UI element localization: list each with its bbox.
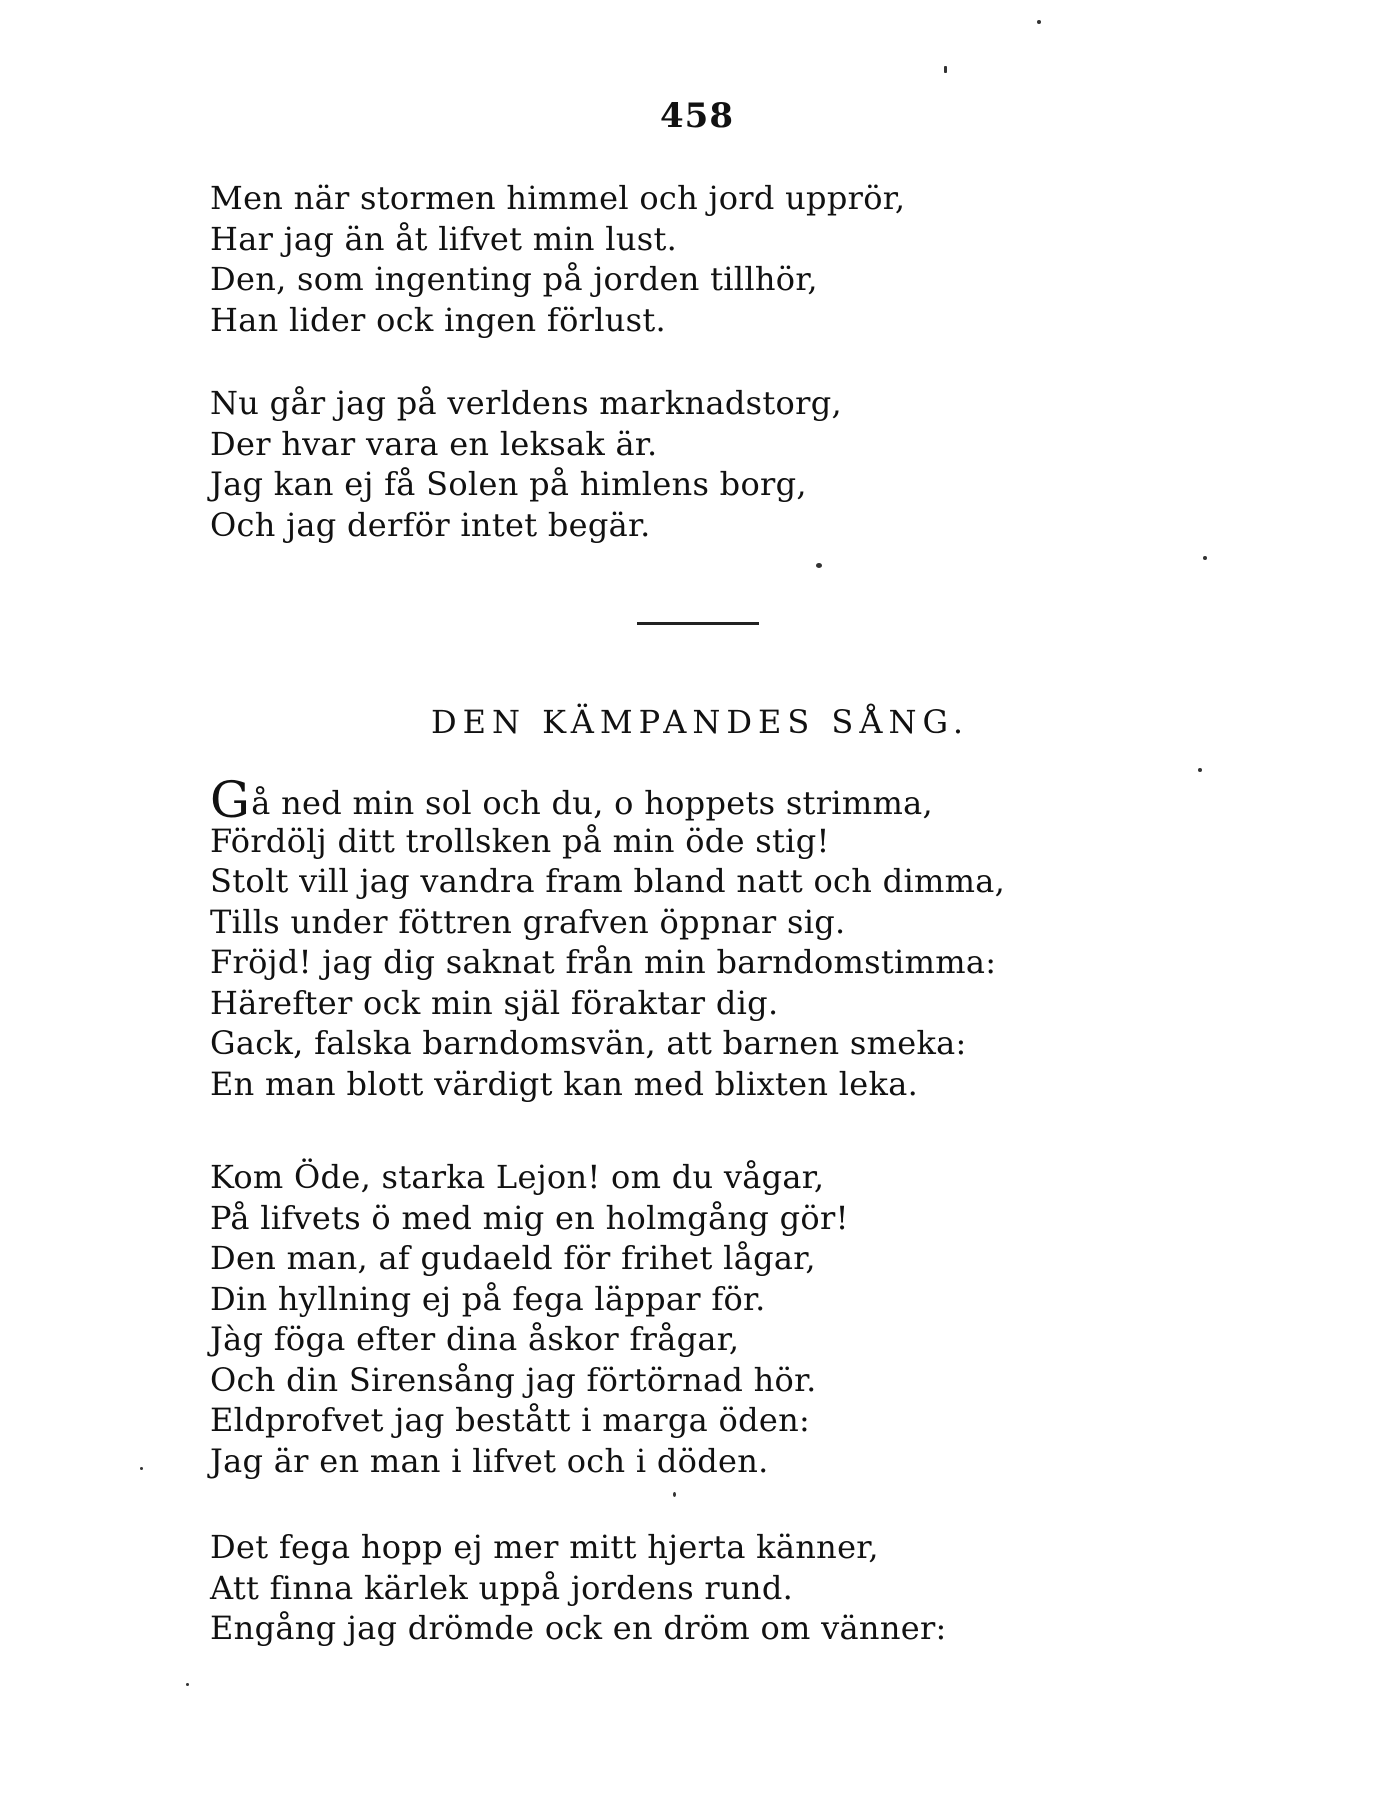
- page-number: 458: [660, 96, 734, 136]
- verse-line: Jàg föga efter dina åskor frågar,: [210, 1320, 740, 1358]
- scan-speck: [186, 1683, 189, 1686]
- verse-line: Gack, falska barndomsvän, att barnen smeka:: [210, 1024, 967, 1062]
- previous-poem-stanza-1: [210, 178, 905, 340]
- scan-speck: [1037, 20, 1041, 24]
- verse-line: En man blott värdigt kan med blixten leka.: [210, 1064, 919, 1103]
- verse-line: Der hvar vara en leksak är.: [210, 424, 658, 463]
- verse-line: Den, som ingenting på jorden tillhör,: [210, 260, 818, 298]
- scan-speck: [816, 563, 822, 568]
- verse-line: Att finna kärlek uppå jordens rund.: [210, 1568, 794, 1607]
- verse-line: Det fega hopp ej mer mitt hjerta känner,: [210, 1528, 879, 1566]
- verse-line-first: [210, 771, 1005, 829]
- verse-line: Härefter ock min själ föraktar dig.: [210, 983, 779, 1022]
- verse-line: Din hyllning ej på fega läppar för.: [210, 1279, 766, 1318]
- verse-line: Stolt vill jag vandra fram bland natt och dimma,: [210, 862, 1006, 900]
- section-divider: [637, 622, 759, 625]
- verse-line: På lifvets ö med mig en holmgång gör!: [210, 1198, 849, 1237]
- scan-speck: [1198, 768, 1202, 772]
- drop-cap: G: [210, 771, 251, 829]
- verse-line-rest: å ned min sol och du, o hoppets strimma,: [251, 784, 933, 822]
- verse-line: Eldprofvet jag bestått i marga öden:: [210, 1401, 811, 1439]
- verse-line: Engång jag drömde ock en dröm om vänner:: [210, 1609, 947, 1647]
- verse-line: Den man, af gudaeld för frihet lågar,: [210, 1239, 816, 1277]
- verse-line: Har jag än åt lifvet min lust.: [210, 219, 678, 258]
- verse-line: Fördölj ditt trollsken på min öde stig!: [210, 821, 830, 860]
- poem-stanza-2: [210, 1157, 849, 1481]
- verse-line: Men när stormen himmel och jord upprör,: [210, 179, 906, 217]
- poem-stanza-3: [210, 1527, 947, 1649]
- verse-line: Fröjd! jag dig saknat från min barndomstimma:: [210, 943, 997, 981]
- scan-speck: [673, 1492, 676, 1497]
- verse-line: Kom Öde, starka Lejon! om du vågar,: [210, 1158, 825, 1196]
- poem-title: DEN KÄMPANDES SÅNG.: [430, 703, 970, 741]
- verse-line: Och din Sirensång jag förtörnad hör.: [210, 1360, 817, 1399]
- verse-line: Och jag derför intet begär.: [210, 505, 651, 544]
- verse-line: Jag är en man i lifvet och i döden.: [210, 1441, 769, 1480]
- poem-stanza-1: [210, 771, 1006, 1104]
- scan-speck: [140, 1467, 143, 1470]
- verse-line: Tills under föttren grafven öppnar sig.: [210, 902, 846, 941]
- previous-poem-stanza-2: [210, 383, 842, 545]
- verse-line: Han lider ock ingen förlust.: [210, 300, 667, 339]
- verse-line: Nu går jag på verldens marknadstorg,: [210, 384, 842, 422]
- scan-speck: [1203, 556, 1207, 560]
- scan-speck: [944, 66, 947, 73]
- verse-line: Jag kan ej få Solen på himlens borg,: [210, 465, 807, 503]
